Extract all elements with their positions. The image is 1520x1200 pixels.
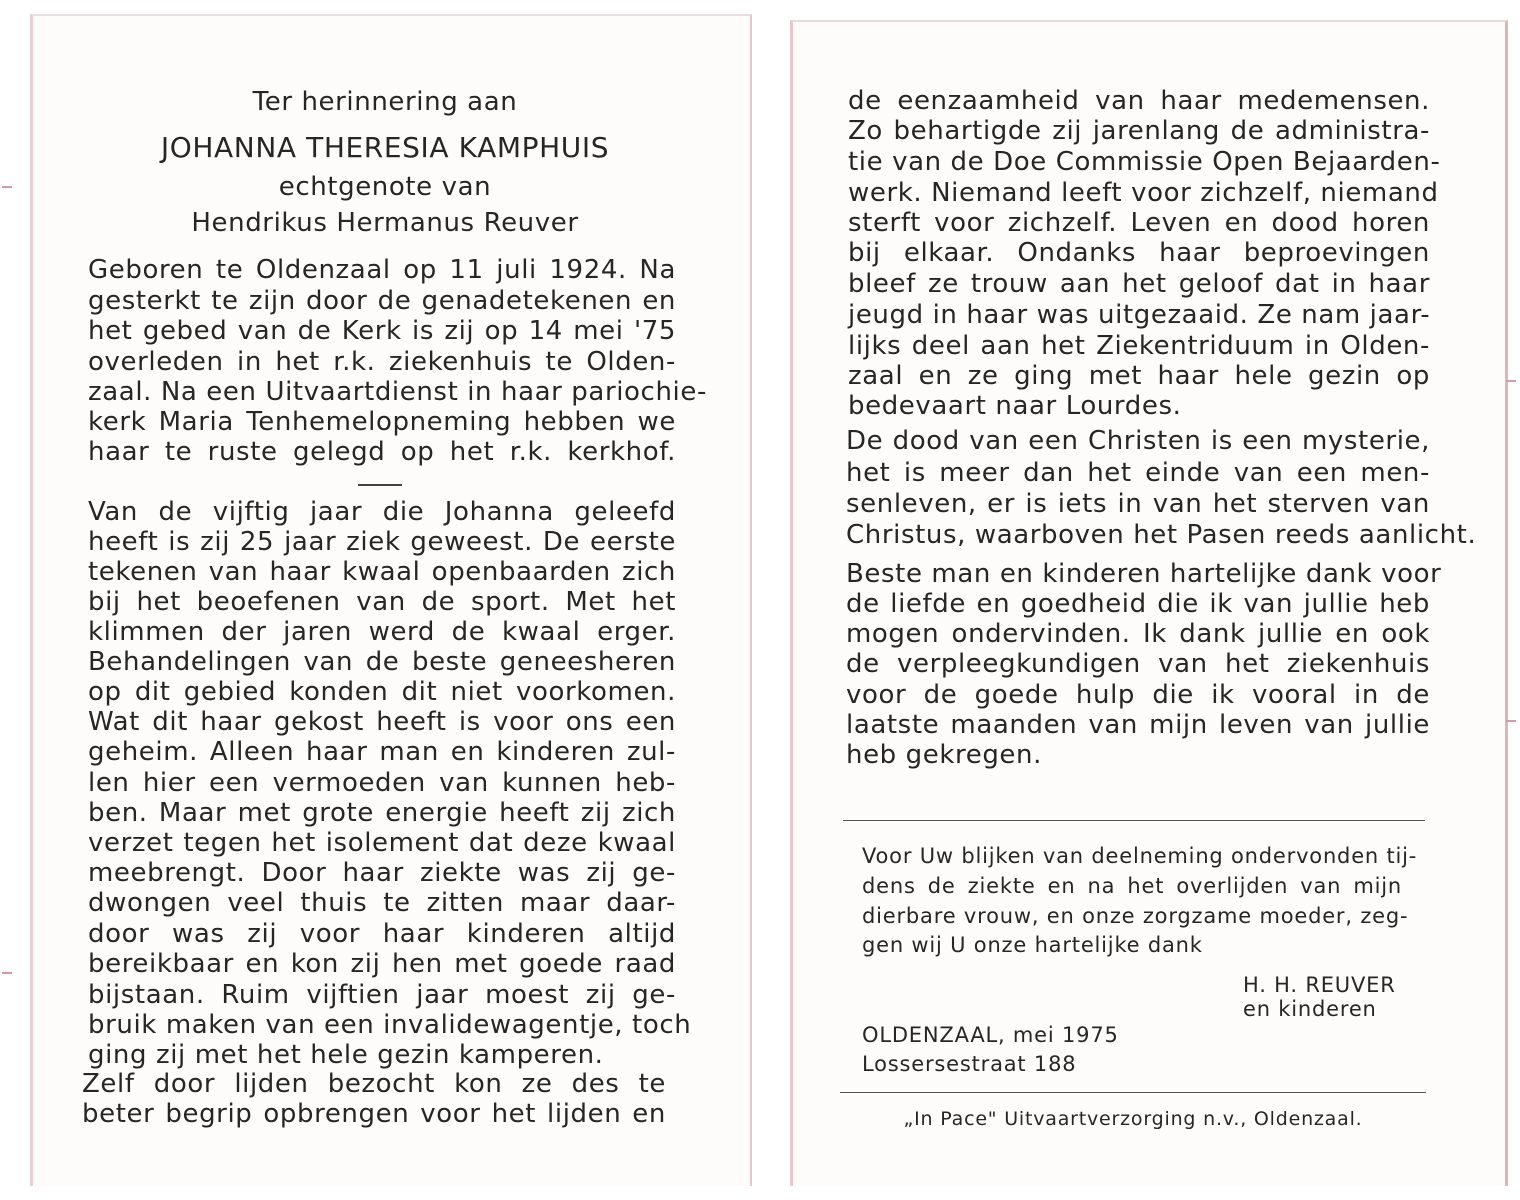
deceased-name: JOHANNA THERESIA KAMPHUIS <box>160 131 610 164</box>
text-line: De dood van een Christen is een mysterie, <box>846 426 1430 456</box>
printer-credit: „In Pace" Uitvaartverzorging n.v., Oldenzaal. <box>903 1108 1363 1130</box>
text-line: Wat dit haar gekost heeft is voor ons een <box>88 707 676 737</box>
text-line: sterft voor zichzelf. Leven en dood horen <box>848 208 1430 238</box>
text-line: ging zij met het hele gezin kamperen. <box>88 1040 604 1070</box>
edge-mark <box>1506 720 1516 722</box>
heading: Ter herinnering aan <box>252 87 518 117</box>
text-line: meebrengt. Door haar ziekte was zij ge- <box>88 858 676 888</box>
spouse-name: Hendrikus Hermanus Reuver <box>191 208 579 238</box>
edge-mark <box>1506 380 1516 382</box>
text-line: lijks deel aan het Ziekentriduum in Olden- <box>848 331 1430 361</box>
text-line: beter begrip opbrengen voor het lijden en <box>82 1099 666 1129</box>
text-line: Van de vijftig jaar die Johanna geleefd <box>88 497 676 527</box>
text-line: bijstaan. Ruim vijftien jaar moest zij ge- <box>88 980 676 1010</box>
text-line: senleven, er is iets in van het sterven van <box>846 489 1430 519</box>
divider-dash <box>358 484 402 486</box>
text-line: dierbare vrouw, en onze zorgzame moeder, zeg- <box>862 904 1409 928</box>
text-line: Behandelingen van de beste geneesheren <box>88 647 676 677</box>
text-line: de eenzaamheid van haar medemensen. <box>848 86 1430 116</box>
text-line: tie van de Doe Commissie Open Bejaarden- <box>848 147 1441 177</box>
text-line: dens de ziekte en na het overlijden van mijn <box>862 874 1402 898</box>
text-line: ben. Maar met grote energie heeft zij zich <box>88 798 676 828</box>
text-line: Geboren te Oldenzaal op 11 juli 1924. Na <box>88 255 676 285</box>
text-line: bij elkaar. Ondanks haar beproevingen <box>848 238 1430 268</box>
edge-mark <box>2 972 12 974</box>
text-line: len hier een vermoeden van kunnen heb- <box>88 768 676 798</box>
text-line: door was zij voor haar kinderen altijd <box>88 919 676 949</box>
text-line: gen wij U onze hartelijke dank <box>862 933 1203 957</box>
text-line: verzet tegen het isolement dat deze kwaal <box>88 828 676 858</box>
text-line: bedevaart naar Lourdes. <box>848 391 1182 421</box>
text-line: het gebed van de Kerk is zij op 14 mei '75 <box>88 316 676 346</box>
text-line: klimmen der jaren werd de kwaal erger. <box>88 617 676 647</box>
place-date: OLDENZAAL, mei 1975 <box>862 1023 1119 1047</box>
separator-rule-top <box>843 820 1425 821</box>
text-line: heb gekregen. <box>846 740 1042 770</box>
text-line: zaal en ze ging met haar hele gezin op <box>848 361 1430 391</box>
address: Lossersestraat 188 <box>862 1052 1077 1076</box>
text-line: het is meer dan het einde van een men- <box>846 458 1430 488</box>
signature-family: en kinderen <box>1243 997 1377 1021</box>
edge-mark <box>2 186 12 188</box>
signature-name: H. H. REUVER <box>1243 973 1396 997</box>
text-line: de verpleegkundigen van het ziekenhuis <box>846 649 1430 679</box>
text-line: de liefde en goedheid die ik van jullie heb <box>846 589 1430 619</box>
text-line: voor de goede hulp die ik vooral in de <box>846 680 1430 710</box>
text-line: bruik maken van een invalidewagentje, toch <box>88 1010 692 1040</box>
text-line: jeugd in haar was uitgezaaid. Ze nam jaar- <box>848 300 1431 330</box>
text-line: heeft is zij 25 jaar ziek geweest. De eerste <box>88 527 676 557</box>
text-line: tekenen van haar kwaal openbaarden zich <box>88 557 676 587</box>
text-line: geheim. Alleen haar man en kinderen zul- <box>88 737 676 767</box>
text-line: Voor Uw blijken van deelneming ondervonden tij- <box>862 844 1418 868</box>
text-line: kerk Maria Tenhemelopneming hebben we <box>88 407 676 437</box>
text-line: bereikbaar en kon zij hen met goede raad <box>88 949 676 979</box>
text-line: op dit gebied konden dit niet voorkomen. <box>88 677 676 707</box>
text-line: bleef ze trouw aan het geloof dat in haar <box>848 269 1430 299</box>
text-line: Beste man en kinderen hartelijke dank voor <box>846 559 1442 589</box>
text-line: overleden in het r.k. ziekenhuis te Olden- <box>88 347 676 377</box>
text-line: Zelf door lijden bezocht kon ze des te <box>82 1069 666 1099</box>
text-line: Christus, waarboven het Pasen reeds aanlicht. <box>846 520 1477 550</box>
text-line: gesterkt te zijn door de genadetekenen en <box>88 286 676 316</box>
text-line: haar te ruste gelegd op het r.k. kerkhof. <box>88 437 676 467</box>
text-line: laatste maanden van mijn leven van jullie <box>846 710 1430 740</box>
text-line: Zo behartigde zij jarenlang de administra- <box>848 116 1430 146</box>
text-line: werk. Niemand leeft voor zichzelf, niemand <box>848 178 1439 208</box>
text-line: zaal. Na een Uitvaartdienst in haar pariochie- <box>88 377 707 407</box>
text-line: mogen ondervinden. Ik dank jullie en ook <box>846 619 1430 649</box>
relation: echtgenote van <box>278 172 492 202</box>
separator-rule-bottom <box>840 1092 1426 1093</box>
text-line: dwongen veel thuis te zitten maar daar- <box>88 888 676 918</box>
text-line: bij het beoefenen van de sport. Met het <box>88 587 676 617</box>
